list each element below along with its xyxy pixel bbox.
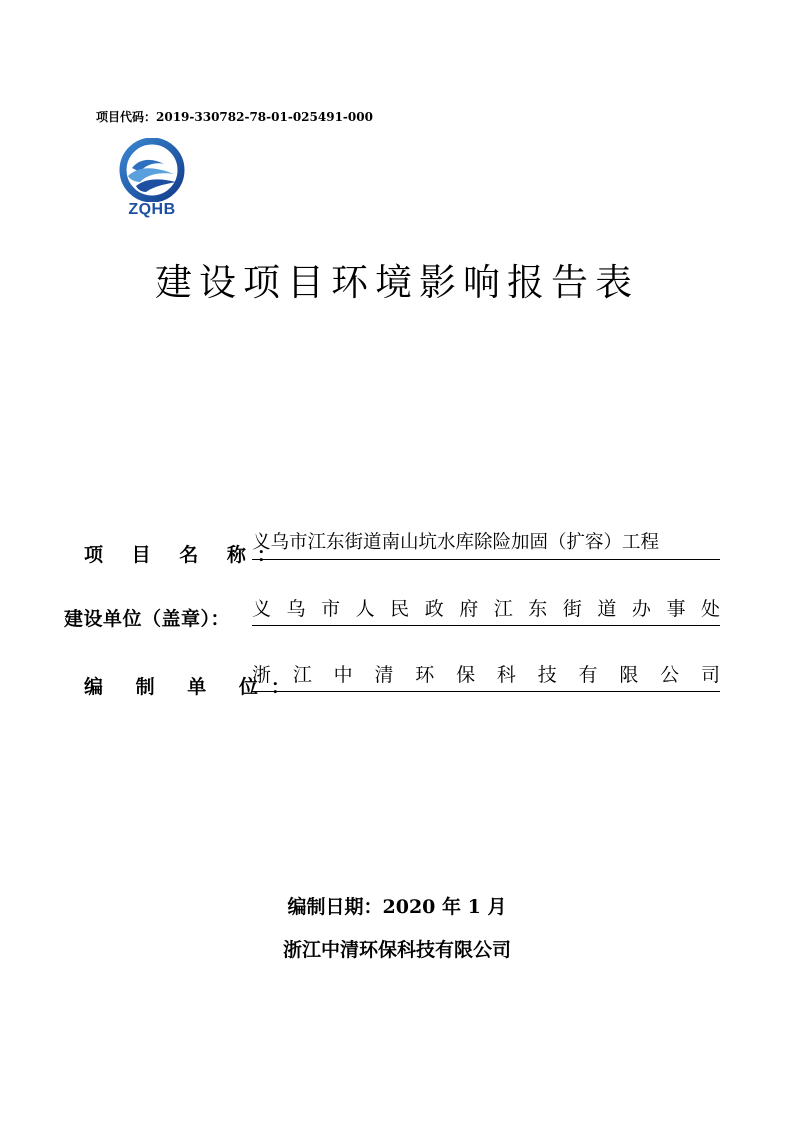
logo-text: ZQHB	[128, 201, 176, 218]
builder-row	[0, 596, 794, 636]
compiler-value: 浙 江 中 清 环 保 科 技 有 限 公 司	[252, 662, 720, 692]
compiler-company: 浙江中清环保科技有限公司	[282, 939, 511, 961]
company-logo	[112, 138, 192, 222]
project-name-label: 项 目 名 称：	[84, 544, 287, 566]
project-code: 项目代码：2019-330782-78-01-025491-000	[96, 110, 373, 124]
compiler-label: 编 制 单 位：	[84, 676, 303, 698]
project-name-row	[0, 530, 794, 570]
document-title: 建设项目环境影响报告表	[155, 261, 639, 304]
compiler-row	[0, 662, 794, 702]
compile-date: 编制日期：2020 年 1 月	[287, 896, 507, 918]
project-name-value: 义乌市江东街道南山坑水库除险加固（扩容）工程	[252, 530, 720, 560]
builder-value: 义 乌 市 人 民 政 府 江 东 街 道 办 事 处	[252, 596, 720, 626]
logo-emblem-icon	[112, 138, 192, 202]
builder-label: 建设单位（盖章）：	[64, 608, 231, 630]
